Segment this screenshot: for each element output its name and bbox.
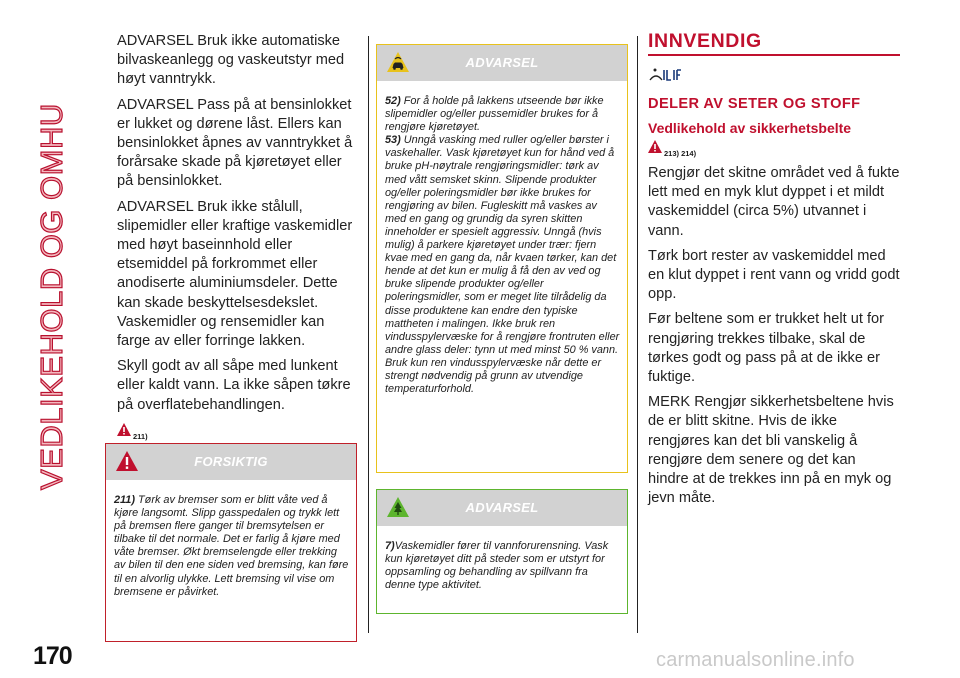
warning-text: For å holde på lakkens utseende bør ikke slipemidler og/eller pussemidler brukes for å rengjøre kjøretøyet.	[385, 95, 604, 134]
footnote-num: 211)	[114, 494, 135, 506]
warning-title: ADVARSEL	[465, 55, 539, 70]
warning-box-header	[377, 490, 627, 526]
footnote-num: 53)	[385, 134, 401, 147]
page-number: 170	[33, 642, 72, 670]
column-right	[648, 30, 900, 514]
column-divider-2	[637, 36, 638, 633]
reference-row	[117, 423, 355, 441]
warning-box-1	[376, 44, 628, 473]
warning-text: Unngå vasking med ruller og/eller børster i vaskehaller. Vask kjøretøyet kun for hånd ved å bruke pH-nøytrale rengjøringsmidler: tørk av med vått semsket skinn. Slipende produkter og/eller poleringsmidler bør ikke brukes for rengjøring av bilen. Fugleskitt må vaskes av med en gang og grundig da syren skitten inneholder er spesielt aggressiv. Unngå (hvis mulig) å parkere kjøretøyet under trær: fjern kvae med en gang da, når kvaen tørker, kan det hende at det kun er mulig å få den av ved og bruke slipende produkter og/eller poleringsmidler, som er meget lite tilrådelig da disse produktene kan endre den typiske mattheten i malingen. Ikke bruk ren vindusspylervæske for å rengjøre frontruten eller andre glass deler: tynn ut med minst 50 % vann. Bruk kun ren vindusspylervæske når dette er strengt nødvendig på grunn av utvendige temperaturforhold.	[385, 134, 620, 396]
column-left	[117, 32, 355, 441]
warning-box-2	[376, 489, 628, 614]
footer-watermark: carmanualsonline.info	[656, 649, 855, 671]
warning-box-header	[377, 45, 627, 81]
column-divider-1	[368, 36, 369, 633]
paragraph: ADVARSEL Bruk ikke stålull, slipemidler eller kraftige vaskemidler med høyt baseinnhold eller etsemiddel på forkrommet eller anodiserte aluminiumsdeler. Dette kan skade beskyttelsesdekslet. Vaskemidler og rensemidler kan farge av eller forringe lakken.	[117, 198, 353, 350]
caution-box-header	[106, 444, 356, 480]
heading-rule	[648, 54, 900, 56]
warning-body	[385, 95, 621, 396]
subsection-heading: DELER AV SETER OG STOFF	[648, 96, 861, 112]
caution-text: Tørk av bremser som er blitt våte ved å kjøre langsomt. Slipp gasspedalen og trykk lett på bremsen flere ganger til bremsytelsen er tilbake til det normale. Det er farlig å kjøre med våte bremser. Økt bremselengde eller trekking av bilen til den ene siden ved bremsing, kan føre til en alvorlig ulykke. Lett bremsing vil vise om bremsene er påvirket.	[114, 494, 349, 598]
caution-title: FORSIKTIG	[194, 454, 268, 469]
warning-item	[385, 134, 621, 396]
interior-cleaning-icon	[648, 66, 684, 84]
warning-title: ADVARSEL	[465, 500, 539, 515]
caution-box	[105, 443, 357, 642]
warning-item	[385, 95, 621, 134]
reference-row	[648, 140, 900, 158]
footnote-num: 7)	[385, 540, 395, 552]
paragraph: Skyll godt av all såpe med lunkent eller kaldt vann. La ikke såpen tøkre på overflatebehandlingen.	[117, 358, 351, 413]
paragraph: Tørk bort rester av vaskemiddel med en klut dyppet i rent vann og vridd godt opp.	[648, 247, 900, 303]
minor-heading: Vedlikehold av sikkerhetsbelte	[648, 120, 852, 136]
paragraph: ADVARSEL Pass på at bensinlokket er lukket og dørene låst. Ellers kan bensinlokket åpnes av vanntrykket å forårsake skade på kjøretøyet eller på bensinlokket.	[117, 96, 353, 190]
caution-body	[114, 494, 350, 599]
warning-triangle-icon	[117, 423, 131, 436]
warning-body	[385, 540, 621, 592]
section-heading: INNVENDIG	[648, 30, 762, 52]
paragraph: ADVARSEL Bruk ikke automatiske bilvaskeanlegg og vaskeutstyr med høyt vanntrykk.	[117, 33, 345, 88]
side-title-text: VEDLIKEHOLD OG OMHU	[34, 103, 69, 490]
footnote-ref: 211)	[133, 431, 148, 441]
paragraph: Før beltene som er trukket helt ut for rengjøring trekkes tilbake, skal de tørkes godt og pass på at de ikke er fuktige.	[648, 311, 885, 386]
warning-text: Vaskemidler fører til vannforurensning. Vask kun kjøretøyet ditt på steder som er utstyrt for oppsamling og behandling av spillvann fra denne type aktivitet.	[385, 540, 609, 592]
warning-triangle-icon	[648, 140, 662, 153]
paragraph: MERK Rengjør sikkerhetsbeltene hvis de er blitt skitne. Hvis de ikke rengjøres kan det bli vanskelig å rengjøre dem senere og det kan hindre at de trekkes inn på en myk og jevn måte.	[648, 394, 894, 507]
footnote-num: 52)	[385, 95, 401, 107]
paragraph: Rengjør det skitne området ved å fukte lett med en myk klut dyppet i et mildt vaskemiddel (circa 5%) utvannet i vann.	[648, 165, 900, 239]
footnote-ref: 213) 214)	[664, 149, 697, 158]
